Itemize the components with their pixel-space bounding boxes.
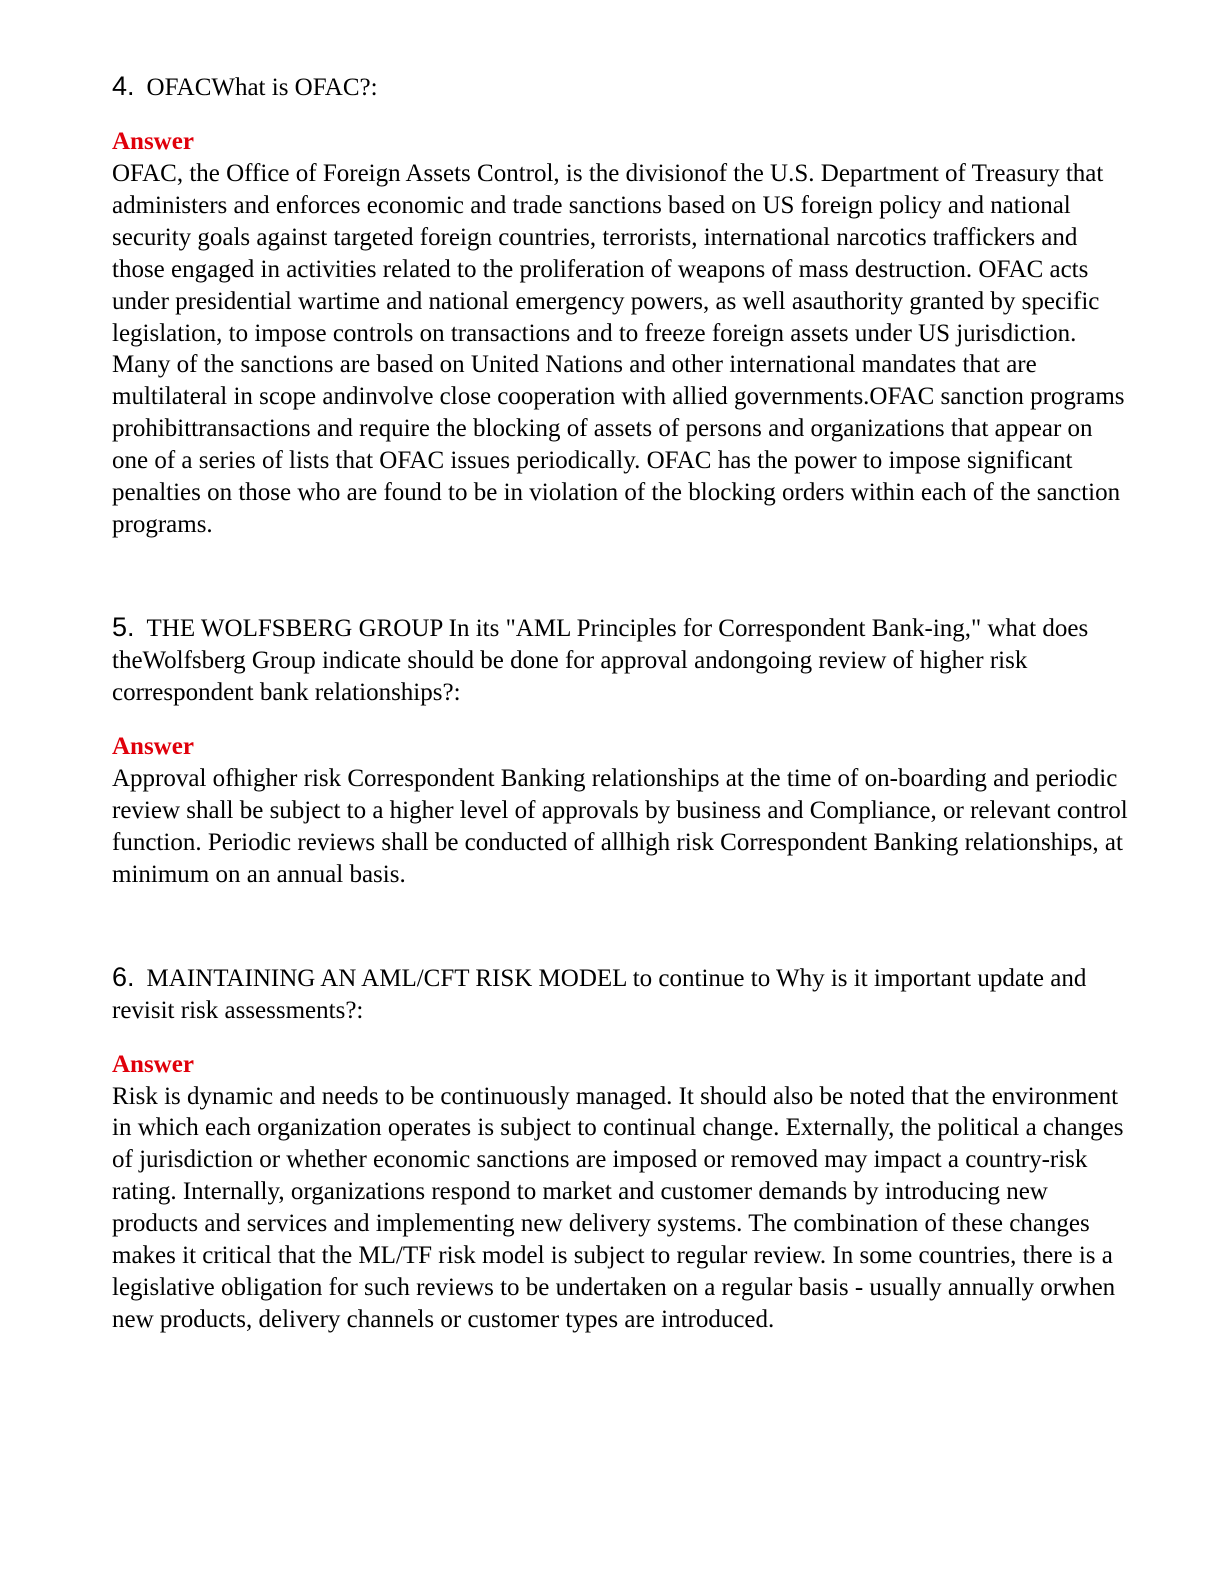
answer-text: Approval ofhigher risk Correspondent Banking relationships at the time of on-boarding and periodic review shall be subject to a higher level of approvals by business and Compliance, or relevant control function. Periodic reviews shall be conducted of allhigh risk Correspondent Banking relationships, at minimum on an annual basis.: [112, 764, 1128, 888]
section-gap: [112, 541, 1132, 611]
qa-item-6: [112, 961, 1132, 1336]
question-text: THE WOLFSBERG GROUP In its "AML Principles for Correspondent Bank-ing," what does theWolfsberg Group indicate should be done for approval andongoing review of higher risk correspondent bank relationships?:: [112, 614, 1089, 706]
answer-text: OFAC, the Office of Foreign Assets Control, is the divisionof the U.S. Department of Treasury that administers and enforces economic and trade sanctions based on US foreign policy and national security goals against targeted foreign countries, terrorists, international narcotics traffickers and those engaged in activities related to the proliferation of weapons of mass destruction. OFAC acts under presidential wartime and national emergency powers, as well asauthority granted by specific legislation, to impose controls on transactions and to freeze foreign assets under US jurisdiction. Many of the sanctions are based on United Nations and other international mandates that are multilateral in scope andinvolve close cooperation with allied governments.OFAC sanction programs prohibittransactions and require the blocking of assets of persons and organizations that appear on one of a series of lists that OFAC issues periodically. OFAC has the power to impose significant penalties on those who are found to be in violation of the blocking orders within each of the sanction programs.: [112, 160, 1125, 538]
question-text: MAINTAINING AN AML/CFT RISK MODEL to continue to Why is it important update and revisit risk assessments?:: [112, 964, 1087, 1024]
question: [112, 70, 1132, 104]
answer-label: Answer: [112, 128, 194, 155]
answer-label: Answer: [112, 1050, 194, 1078]
document-page: [112, 70, 1132, 1336]
question-number: 5.: [112, 611, 135, 642]
question: [112, 961, 1132, 1027]
question-number: 6.: [112, 961, 135, 992]
answer-label: Answer: [112, 732, 194, 760]
question-text: OFACWhat is OFAC?:: [146, 74, 378, 101]
section-gap: [112, 891, 1132, 961]
qa-item-5: [112, 611, 1132, 891]
question: [112, 611, 1132, 709]
answer-text: Risk is dynamic and needs to be continuously managed. It should also be noted that the environment in which each organization operates is subject to continual change. Externally, the political a changes of jurisdiction or whether economic sanctions are imposed or removed may impact a country-risk rating. Internally, organizations respond to market and customer demands by introducing new products and services and implementing new delivery systems. The combination of these changes makes it critical that the ML/TF risk model is subject to regular review. In some countries, there is a legislative obligation for such reviews to be undertaken on a regular basis - usually annually orwhen new products, delivery channels or customer types are introduced.: [112, 1082, 1124, 1333]
qa-item-4: [112, 70, 1132, 541]
question-number: 4.: [112, 71, 135, 101]
